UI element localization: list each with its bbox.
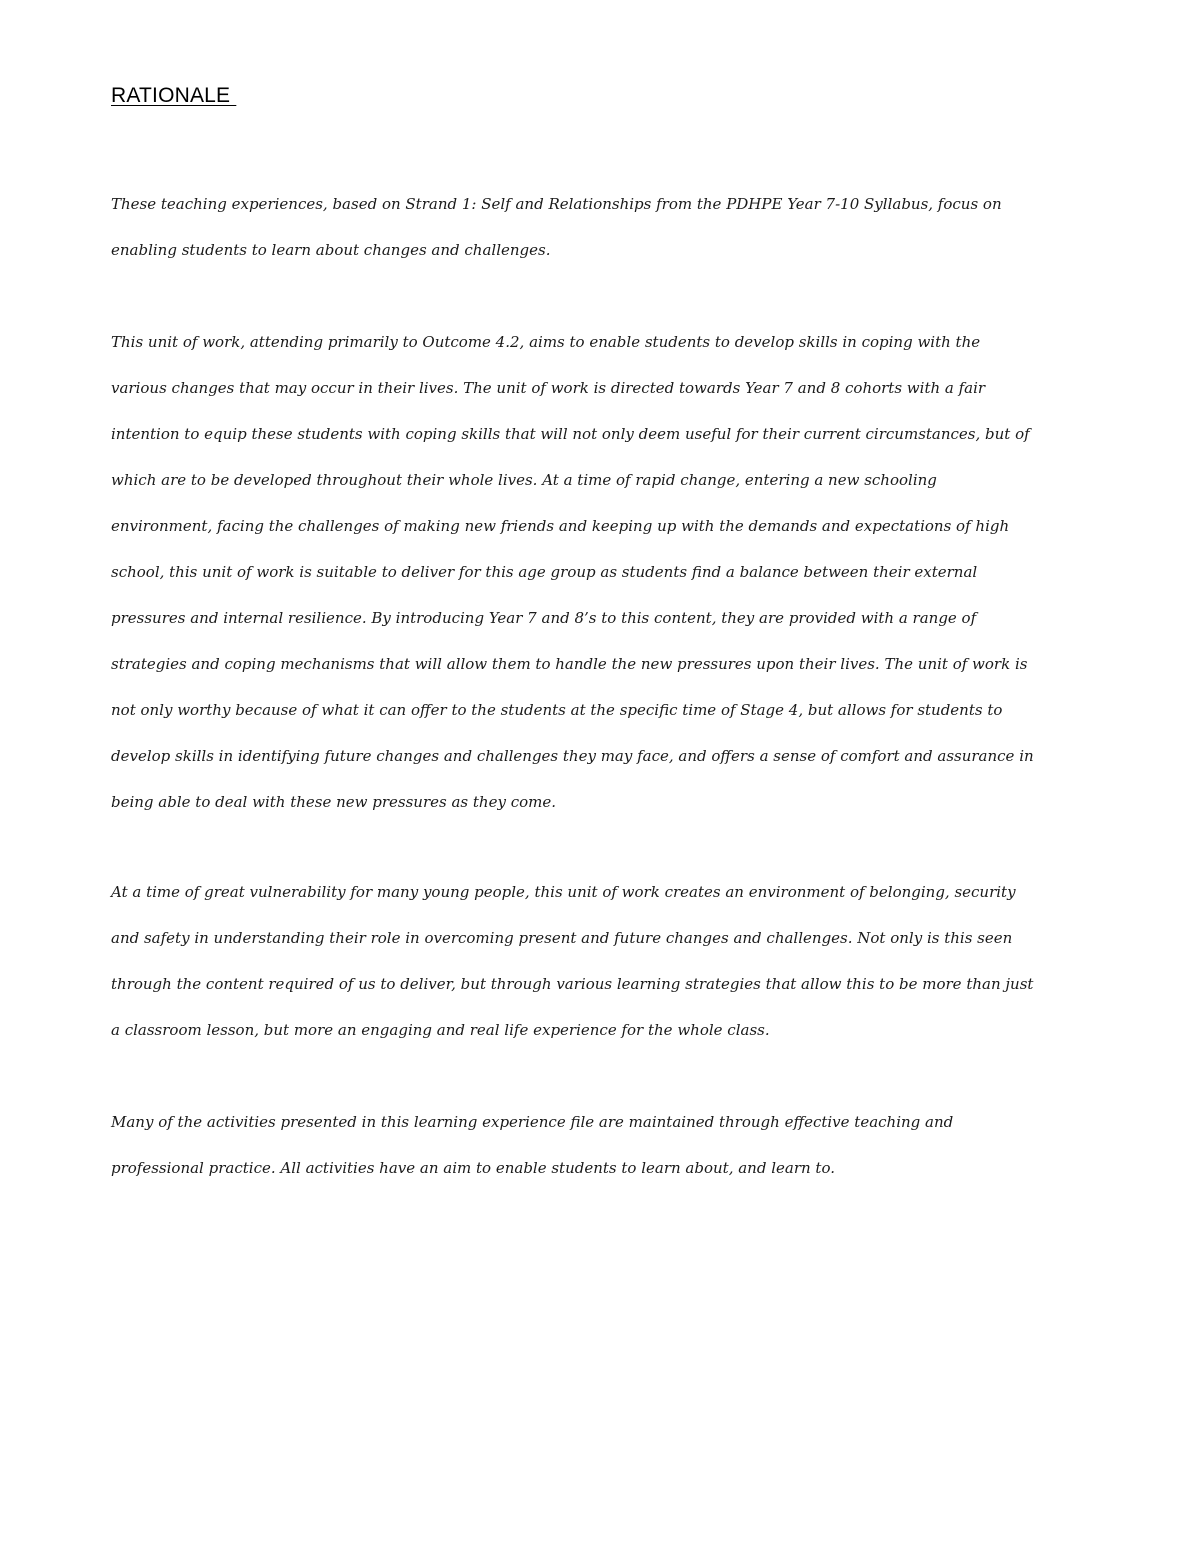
paragraph-line: a classroom lesson, but more an engaging and real life experience for the whole class. (111, 1021, 770, 1039)
paragraph-intro (111, 181, 1101, 273)
paragraph-line: school, this unit of work is suitable to deliver for this age group as students find a balance between their external (111, 563, 978, 581)
paragraph-activities (111, 1099, 1101, 1191)
paragraph-line: through the content required of us to deliver, but through various learning strategies that allow this to be more than just (111, 975, 1034, 993)
paragraph-line: being able to deal with these new pressures as they come. (111, 793, 556, 811)
paragraph-line: not only worthy because of what it can offer to the students at the specific time of Stage 4, but allows for students to (111, 701, 1003, 719)
paragraph-line: pressures and internal resilience. By introducing Year 7 and 8’s to this content, they are provided with a range of (111, 609, 977, 627)
paragraph-vulnerability (111, 869, 1101, 1053)
paragraph-line: These teaching experiences, based on Strand 1: Self and Relationships from the PDHPE Year 7-10 Syllabus, focus on (111, 195, 1002, 213)
paragraph-line: professional practice. All activities have an aim to enable students to learn about, and learn to. (111, 1159, 835, 1177)
paragraph-line: This unit of work, attending primarily to Outcome 4.2, aims to enable students to develop skills in coping with the (111, 333, 981, 351)
paragraph-line: develop skills in identifying future changes and challenges they may face, and offers a sense of comfort and assurance in (111, 747, 1034, 765)
paragraph-line: various changes that may occur in their lives. The unit of work is directed towards Year 7 and 8 cohorts with a fair (111, 379, 986, 397)
paragraph-line: enabling students to learn about changes and challenges. (111, 241, 551, 259)
page-title: RATIONALE (111, 84, 237, 107)
paragraph-line: environment, facing the challenges of making new friends and keeping up with the demands and expectations of high (111, 517, 1010, 535)
paragraph-line: and safety in understanding their role in overcoming present and future changes and challenges. Not only is this seen (111, 929, 1013, 947)
paragraph-line: Many of the activities presented in this learning experience file are maintained through effective teaching and (111, 1113, 954, 1131)
paragraph-line: intention to equip these students with coping skills that will not only deem useful for their current circumstances, but of (111, 425, 1030, 443)
paragraph-line: strategies and coping mechanisms that will allow them to handle the new pressures upon their lives. The unit of work is (111, 655, 1028, 673)
paragraph-unit-description (111, 319, 1101, 825)
paragraph-line: which are to be developed throughout their whole lives. At a time of rapid change, entering a new schooling (111, 471, 937, 489)
paragraph-line: At a time of great vulnerability for many young people, this unit of work creates an environment of belonging, security (111, 883, 1016, 901)
